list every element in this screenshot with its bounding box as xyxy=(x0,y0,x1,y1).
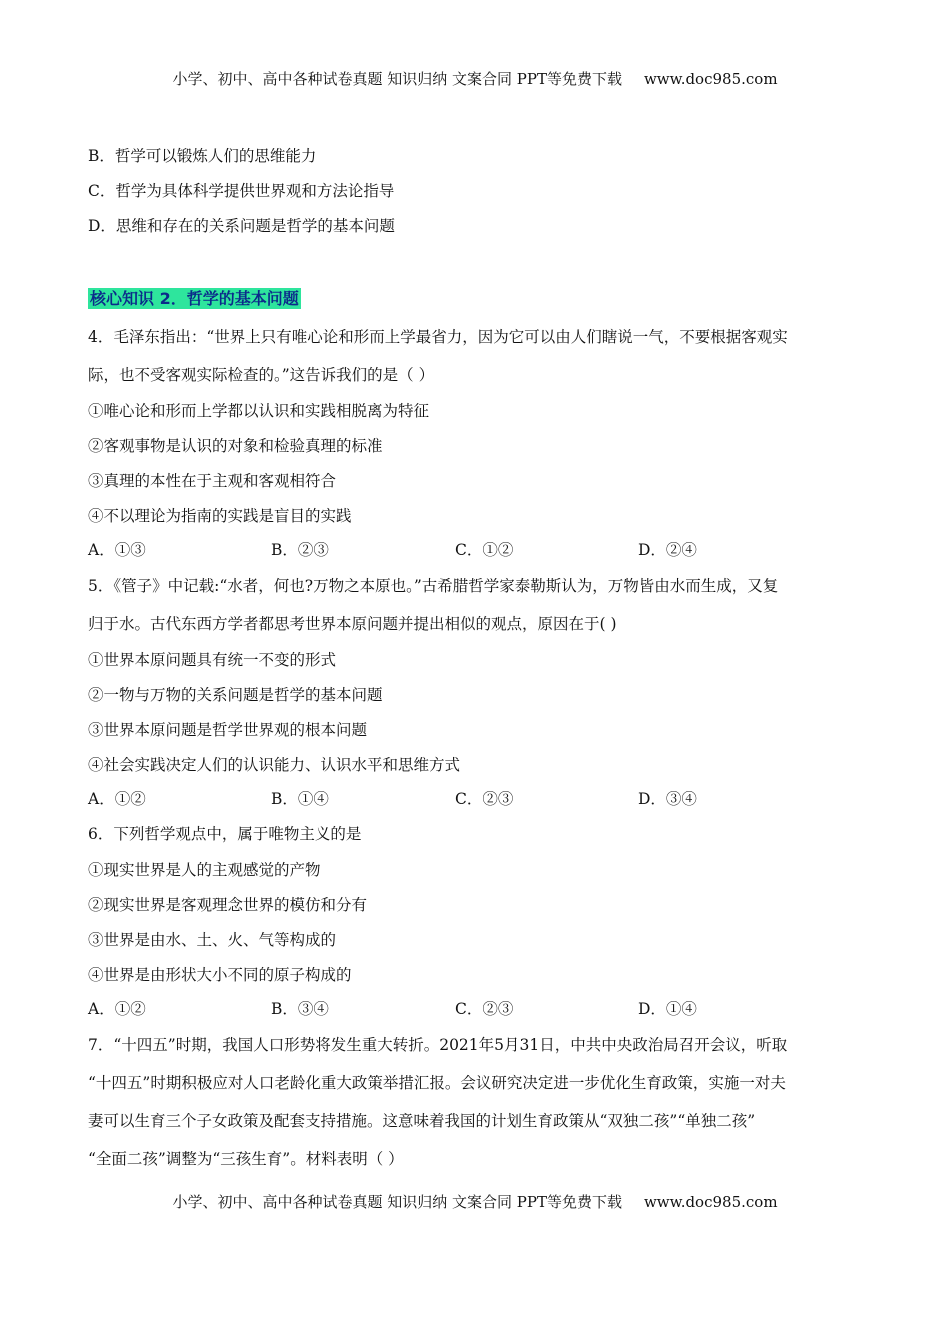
footer-text: 小学、初中、高中各种试卷真题 知识归纳 文案合同 PPT等免费下载 xyxy=(172,1193,622,1211)
q5-item-4: ④社会实践决定人们的认识能力、认识水平和思维方式 xyxy=(88,756,461,774)
q4-stem-line-2: 际，也不受客观实际检查的。”这告诉我们的是（ ） xyxy=(88,366,435,384)
q5-choice-c: C．②③ xyxy=(455,790,514,808)
prev-option-b: B．哲学可以锻炼人们的思维能力 xyxy=(88,147,317,165)
q6-stem-line-1: 6．下列哲学观点中，属于唯物主义的是 xyxy=(88,825,362,843)
q4-item-4: ④不以理论为指南的实践是盲目的实践 xyxy=(88,507,352,525)
q5-item-3: ③世界本原问题是哲学世界观的根本问题 xyxy=(88,721,368,739)
q6-choice-d: D．①④ xyxy=(638,1000,697,1018)
q4-item-3: ③真理的本性在于主观和客观相符合 xyxy=(88,472,337,490)
q7-stem-line-2: “十四五”时期积极应对人口老龄化重大政策举措汇报。会议研究决定进一步优化生育政策，实施一对夫 xyxy=(88,1074,786,1092)
q6-item-3: ③世界是由水、土、火、气等构成的 xyxy=(88,931,337,949)
q7-stem-line-4: “全面二孩”调整为“三孩生育”。材料表明（ ） xyxy=(88,1150,404,1168)
q4-item-2: ②客观事物是认识的对象和检验真理的标准 xyxy=(88,437,383,455)
q5-item-2: ②一物与万物的关系问题是哲学的基本问题 xyxy=(88,686,383,704)
q7-stem-line-1: 7．“十四五”时期，我国人口形势将发生重大转折。2021年5月31日，中共中央政治局召开会议，听取 xyxy=(88,1036,788,1054)
header-text: 小学、初中、高中各种试卷真题 知识归纳 文案合同 PPT等免费下载 xyxy=(172,70,622,88)
prev-option-d: D．思维和存在的关系问题是哲学的基本问题 xyxy=(88,217,395,235)
q4-choice-a: A．①③ xyxy=(88,541,146,559)
q4-item-1: ①唯心论和形而上学都以认识和实践相脱离为特征 xyxy=(88,402,430,420)
q5-stem-line-2: 归于水。古代东西方学者都思考世界本原问题并提出相似的观点，原因在于( ) xyxy=(88,615,617,633)
q6-item-2: ②现实世界是客观理念世界的模仿和分有 xyxy=(88,896,368,914)
footer-site: www.doc985.com xyxy=(643,1193,778,1211)
q6-item-1: ①现实世界是人的主观感觉的产物 xyxy=(88,861,321,879)
q6-choice-c: C．②③ xyxy=(455,1000,514,1018)
q6-choice-b: B．③④ xyxy=(271,1000,329,1018)
page-header xyxy=(0,68,950,89)
section-heading: 核心知识 2．哲学的基本问题 xyxy=(90,289,299,308)
q6-choice-a: A．①② xyxy=(88,1000,146,1018)
q5-item-1: ①世界本原问题具有统一不变的形式 xyxy=(88,651,337,669)
q4-choice-b: B．②③ xyxy=(271,541,329,559)
q4-choice-d: D．②④ xyxy=(638,541,697,559)
q5-stem-line-1: 5．《管子》中记载:“水者，何也?万物之本原也。”古希腊哲学家泰勒斯认为，万物皆由水而生成，又复 xyxy=(88,577,779,595)
q4-choice-c: C．①② xyxy=(455,541,514,559)
prev-option-c: C．哲学为具体科学提供世界观和方法论指导 xyxy=(88,182,395,200)
header-site: www.doc985.com xyxy=(643,70,778,88)
page-footer xyxy=(0,1191,950,1212)
q7-stem-line-3: 妻可以生育三个子女政策及配套支持措施。这意味着我国的计划生育政策从“双独二孩”“单独二孩” xyxy=(88,1112,756,1130)
q5-choice-a: A．①② xyxy=(88,790,146,808)
q4-stem-line-1: 4．毛泽东指出：“世界上只有唯心论和形而上学最省力，因为它可以由人们瞎说一气，不要根据客观实 xyxy=(88,328,788,346)
q5-choice-b: B．①④ xyxy=(271,790,329,808)
q5-choice-d: D．③④ xyxy=(638,790,697,808)
q6-item-4: ④世界是由形状大小不同的原子构成的 xyxy=(88,966,352,984)
